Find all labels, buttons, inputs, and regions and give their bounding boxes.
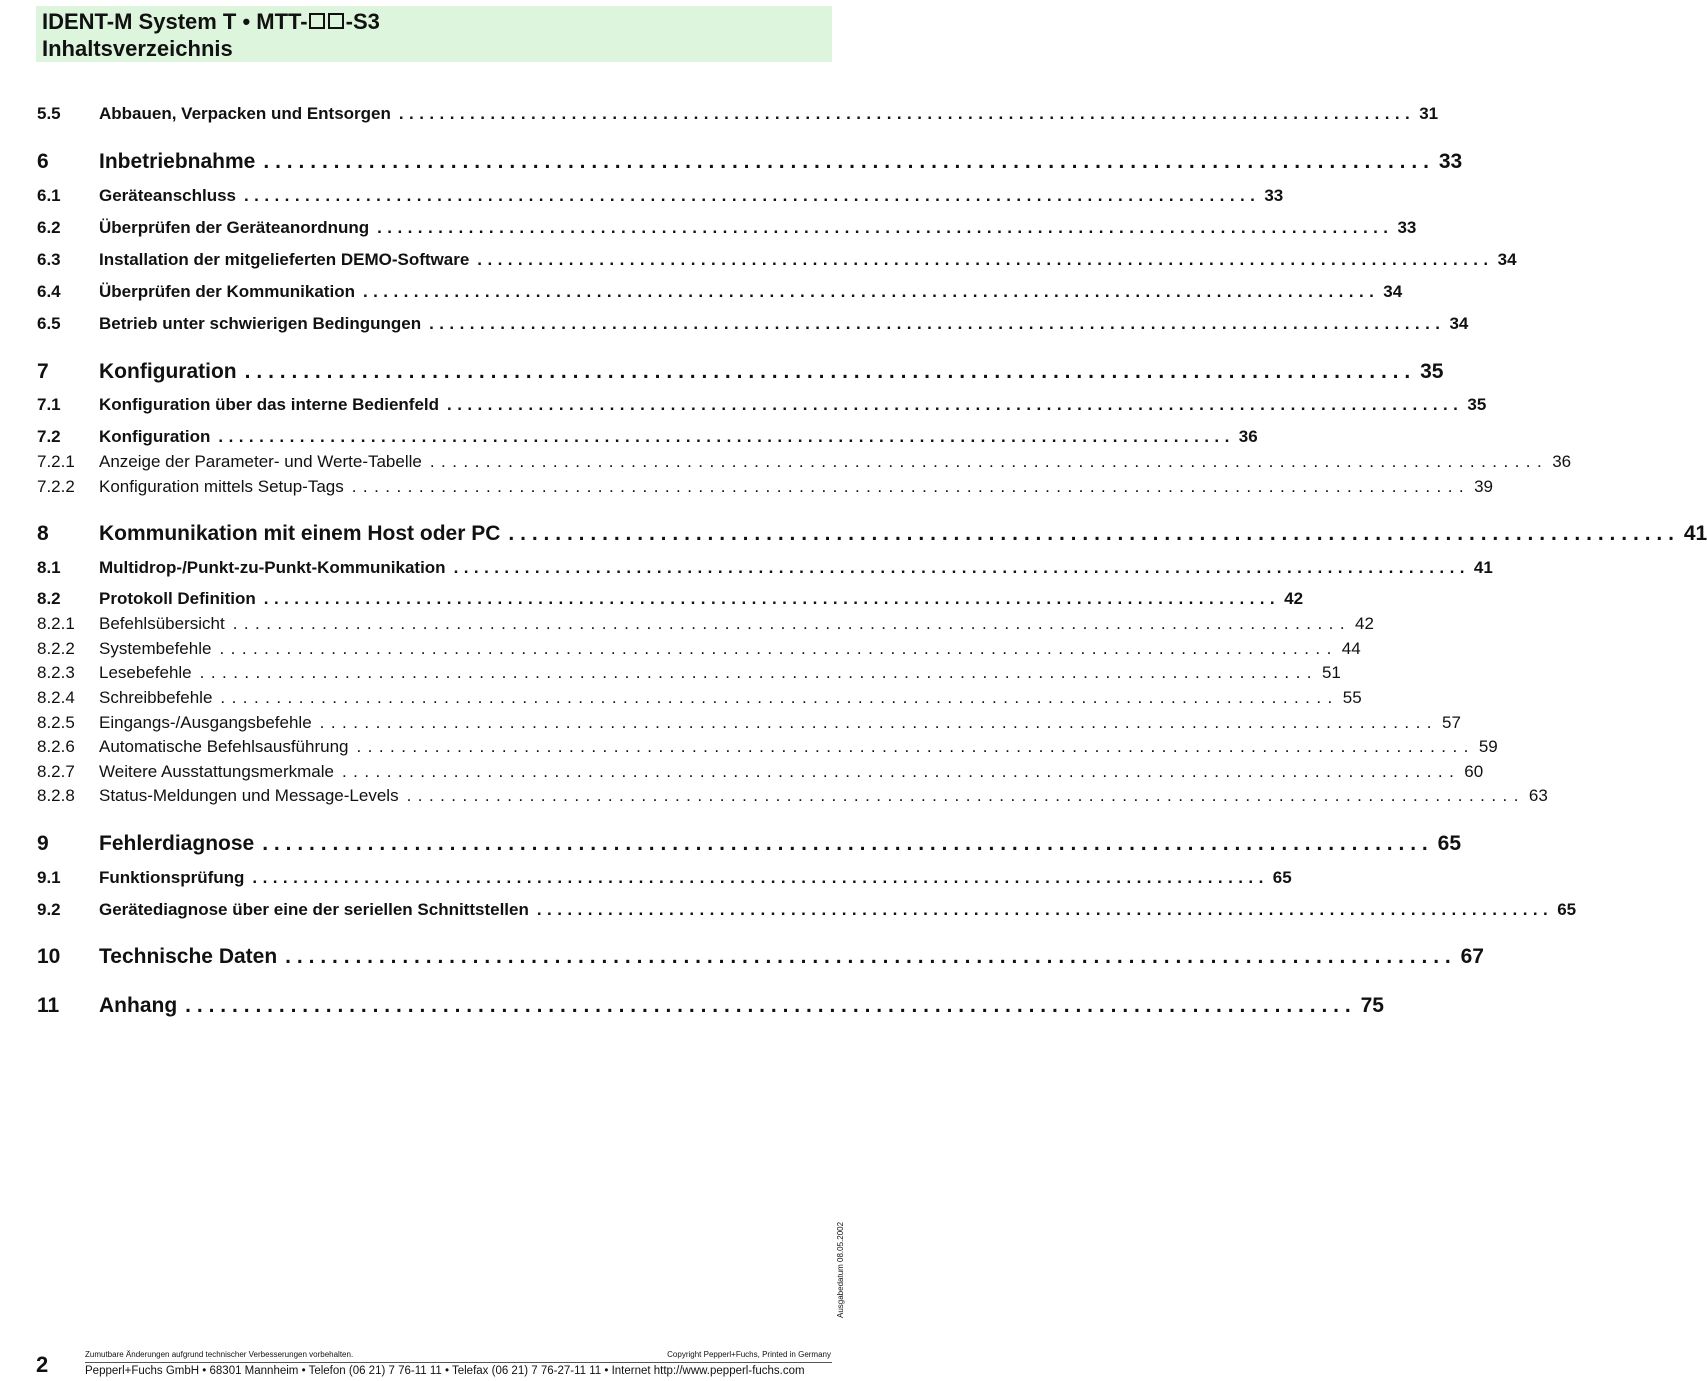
- toc-entry[interactable]: [37, 186, 1284, 206]
- toc-leader: ....................................................................................................: [508, 522, 1680, 545]
- toc-page: 57: [1442, 713, 1461, 732]
- toc-page: 33: [1264, 186, 1284, 205]
- toc-leader: ....................................................................................................: [406, 786, 1525, 805]
- toc-page: 42: [1284, 589, 1304, 608]
- footer-copyright: Copyright Pepperl+Fuchs, Printed in Germany: [667, 1350, 831, 1359]
- toc-title: Fehlerdiagnose: [99, 832, 255, 855]
- toc-entry[interactable]: [37, 104, 1439, 124]
- toc-entry[interactable]: [37, 832, 1462, 856]
- toc-title: Eingangs-/Ausgangsbefehle: [99, 713, 312, 732]
- document-header: [36, 6, 832, 62]
- toc-number: 8.2.4: [37, 688, 75, 707]
- toc-page: 33: [1397, 218, 1417, 237]
- toc-page: 41: [1683, 522, 1707, 545]
- toc-title: Kommunikation mit einem Host oder PC: [99, 522, 501, 545]
- toc-entry[interactable]: [37, 360, 1444, 384]
- toc-number: 8.2.1: [37, 614, 75, 633]
- toc-page: 65: [1557, 900, 1577, 919]
- toc-leader: ....................................................................................................: [536, 900, 1554, 919]
- toc-title: Konfiguration: [99, 427, 211, 446]
- toc-leader: ....................................................................................................: [262, 832, 1434, 855]
- toc-number: 8.1: [37, 558, 61, 577]
- toc-entry[interactable]: [37, 452, 1572, 472]
- toc-entry[interactable]: [37, 663, 1341, 683]
- toc-leader: ....................................................................................................: [362, 282, 1380, 301]
- toc-title: Protokoll Definition: [99, 589, 256, 608]
- toc-leader: ....................................................................................................: [199, 663, 1318, 682]
- toc-title: Automatische Befehlsausführung: [99, 737, 349, 756]
- footer-address: Pepperl+Fuchs GmbH • 68301 Mannheim • Telefon (06 21) 7 76-11 11 • Telefax (06 21) 7 76-27-11 11 • Internet http://www.pepperl-fuchs.com: [85, 1365, 805, 1377]
- toc-leader: ....................................................................................................: [219, 639, 1338, 658]
- toc-leader: ....................................................................................................: [244, 360, 1417, 383]
- placeholder-box-icon: [309, 13, 325, 29]
- toc-number: 6.4: [37, 282, 61, 301]
- toc-number: 5.5: [37, 104, 61, 123]
- toc-entry[interactable]: [37, 994, 1384, 1018]
- toc-number: 6.2: [37, 218, 61, 237]
- toc-entry[interactable]: [37, 614, 1374, 634]
- toc-page: 36: [1552, 452, 1572, 471]
- toc-title: Lesebefehle: [99, 663, 192, 682]
- toc-page: 35: [1420, 360, 1444, 383]
- toc-entry[interactable]: [37, 868, 1292, 888]
- toc-leader: ....................................................................................................: [252, 868, 1269, 887]
- toc-page: 59: [1478, 737, 1498, 756]
- toc-entry[interactable]: [37, 786, 1548, 806]
- toc-leader: ....................................................................................................: [319, 713, 1438, 732]
- toc-leader: ....................................................................................................: [429, 452, 1549, 471]
- toc-title: Technische Daten: [99, 945, 278, 968]
- toc-leader: ....................................................................................................: [398, 104, 1416, 123]
- toc-entry[interactable]: [37, 218, 1417, 238]
- toc-leader: ....................................................................................................: [341, 762, 1461, 781]
- toc-number: 7.2: [37, 427, 61, 446]
- toc-leader: ....................................................................................................: [377, 218, 1394, 237]
- toc-number: 8.2.2: [37, 639, 75, 658]
- toc-entry[interactable]: [37, 762, 1484, 782]
- toc-title: Installation der mitgelieferten DEMO-Software: [99, 250, 470, 269]
- toc-title: Status-Meldungen und Message-Levels: [99, 786, 399, 805]
- toc-page: 65: [1272, 868, 1292, 887]
- toc-entry[interactable]: [37, 558, 1493, 578]
- toc-number: 9.1: [37, 868, 61, 887]
- toc-title: Weitere Ausstattungsmerkmale: [99, 762, 334, 781]
- toc-number: 8.2.5: [37, 713, 75, 732]
- toc-number: 6.5: [37, 314, 61, 333]
- toc-entry[interactable]: [37, 522, 1707, 546]
- toc-number: 8.2.6: [37, 737, 75, 756]
- toc-title: Überprüfen der Geräteanordnung: [99, 218, 370, 237]
- toc-title: Inbetriebnahme: [99, 150, 256, 173]
- toc-number: 6.3: [37, 250, 61, 269]
- toc-leader: ....................................................................................................: [263, 589, 1281, 608]
- toc-title: Konfiguration mittels Setup-Tags: [99, 477, 344, 496]
- toc-entry[interactable]: [37, 900, 1577, 920]
- toc-entry[interactable]: [37, 713, 1461, 733]
- header-title-part1: IDENT-M System T • MTT-: [42, 9, 308, 34]
- toc-entry[interactable]: [37, 150, 1463, 174]
- toc-number: 9: [37, 832, 49, 855]
- toc-leader: ....................................................................................................: [351, 477, 1471, 496]
- toc-page: 65: [1437, 832, 1462, 855]
- toc-leader: ....................................................................................................: [218, 427, 1235, 446]
- toc-page: 34: [1497, 250, 1517, 269]
- toc-page: 63: [1528, 786, 1548, 805]
- toc-title: Befehlsübersicht: [99, 614, 225, 633]
- toc-title: Konfiguration: [99, 360, 237, 383]
- toc-leader: ....................................................................................................: [447, 395, 1464, 414]
- toc-page: 51: [1321, 663, 1341, 682]
- toc-page: 34: [1449, 314, 1469, 333]
- toc-leader: ....................................................................................................: [285, 945, 1457, 968]
- toc-title: Konfiguration über das interne Bedienfeld: [99, 395, 440, 414]
- toc-number: 6.1: [37, 186, 61, 205]
- toc-title: Geräteanschluss: [99, 186, 237, 205]
- toc-entry[interactable]: [37, 314, 1469, 334]
- toc-page: 67: [1460, 945, 1484, 968]
- toc-page: 44: [1341, 639, 1361, 658]
- toc-entry[interactable]: [37, 688, 1362, 708]
- toc-leader: ....................................................................................................: [244, 186, 1261, 205]
- toc-title: Anhang: [99, 994, 178, 1017]
- toc-number: 8: [37, 522, 49, 545]
- header-subtitle: Inhaltsverzeichnis: [42, 36, 233, 61]
- toc-entry[interactable]: [37, 395, 1487, 415]
- toc-number: 8.2.3: [37, 663, 75, 682]
- toc-page: 39: [1474, 477, 1493, 496]
- toc-title: Betrieb unter schwierigen Bedingungen: [99, 314, 422, 333]
- toc-number: 8.2.7: [37, 762, 75, 781]
- issue-date: Ausgabedatum 08.05.2002: [836, 1221, 845, 1318]
- toc-title: Abbauen, Verpacken und Entsorgen: [99, 104, 391, 123]
- toc-entry[interactable]: [37, 282, 1403, 302]
- toc-title: Überprüfen der Kommunikation: [99, 282, 355, 301]
- toc-entry[interactable]: [37, 945, 1484, 969]
- toc-number: 7.2.1: [37, 452, 75, 471]
- toc-entry[interactable]: [37, 639, 1361, 659]
- toc-page: 36: [1238, 427, 1258, 446]
- toc-title: Funktionsprüfung: [99, 868, 245, 887]
- toc-leader: ....................................................................................................: [220, 688, 1339, 707]
- toc-number: 7.2.2: [37, 477, 75, 496]
- toc-entry[interactable]: [37, 737, 1498, 757]
- toc-leader: ....................................................................................................: [453, 558, 1470, 577]
- toc-page: 60: [1464, 762, 1484, 781]
- toc-page: 33: [1438, 150, 1463, 173]
- footer-notice: Zumutbare Änderungen aufgrund technischer Verbesserungen vorbehalten.: [85, 1350, 354, 1359]
- toc-number: 7.1: [37, 395, 61, 414]
- toc-title: Anzeige der Parameter- und Werte-Tabelle: [99, 452, 422, 471]
- toc-title: Systembefehle: [99, 639, 212, 658]
- toc-number: 8.2: [37, 589, 61, 608]
- toc-entry[interactable]: [37, 250, 1517, 270]
- toc-number: 6: [37, 150, 49, 173]
- header-title: [42, 9, 380, 35]
- footer-divider: [85, 1362, 832, 1363]
- toc-leader: ....................................................................................................: [263, 150, 1435, 173]
- toc-page: 31: [1419, 104, 1439, 123]
- toc-entry[interactable]: [37, 589, 1304, 609]
- toc-entry[interactable]: [37, 477, 1493, 497]
- toc-leader: ....................................................................................................: [429, 314, 1446, 333]
- toc-number: 9.2: [37, 900, 61, 919]
- toc-leader: ....................................................................................................: [185, 994, 1357, 1017]
- toc-number: 7: [37, 360, 49, 383]
- toc-number: 11: [37, 994, 60, 1017]
- toc-leader: ....................................................................................................: [477, 250, 1494, 269]
- toc-page: 75: [1360, 994, 1384, 1017]
- page-number: 2: [36, 1352, 49, 1377]
- toc-page: 42: [1355, 614, 1374, 633]
- toc-title: Gerätediagnose über eine der seriellen Schnittstellen: [99, 900, 529, 919]
- toc-number: 10: [37, 945, 61, 968]
- toc-page: 41: [1473, 558, 1493, 577]
- toc-title: Multidrop-/Punkt-zu-Punkt-Kommunikation: [99, 558, 446, 577]
- toc-number: 8.2.8: [37, 786, 75, 805]
- toc-page: 55: [1342, 688, 1362, 707]
- placeholder-box-icon: [328, 13, 344, 29]
- toc-leader: ....................................................................................................: [232, 614, 1352, 633]
- header-title-part2: -S3: [345, 9, 380, 34]
- toc-title: Schreibbefehle: [99, 688, 213, 707]
- toc-page: 35: [1467, 395, 1487, 414]
- toc-leader: ....................................................................................................: [356, 737, 1475, 756]
- toc-entry[interactable]: [37, 427, 1258, 447]
- toc-page: 34: [1383, 282, 1403, 301]
